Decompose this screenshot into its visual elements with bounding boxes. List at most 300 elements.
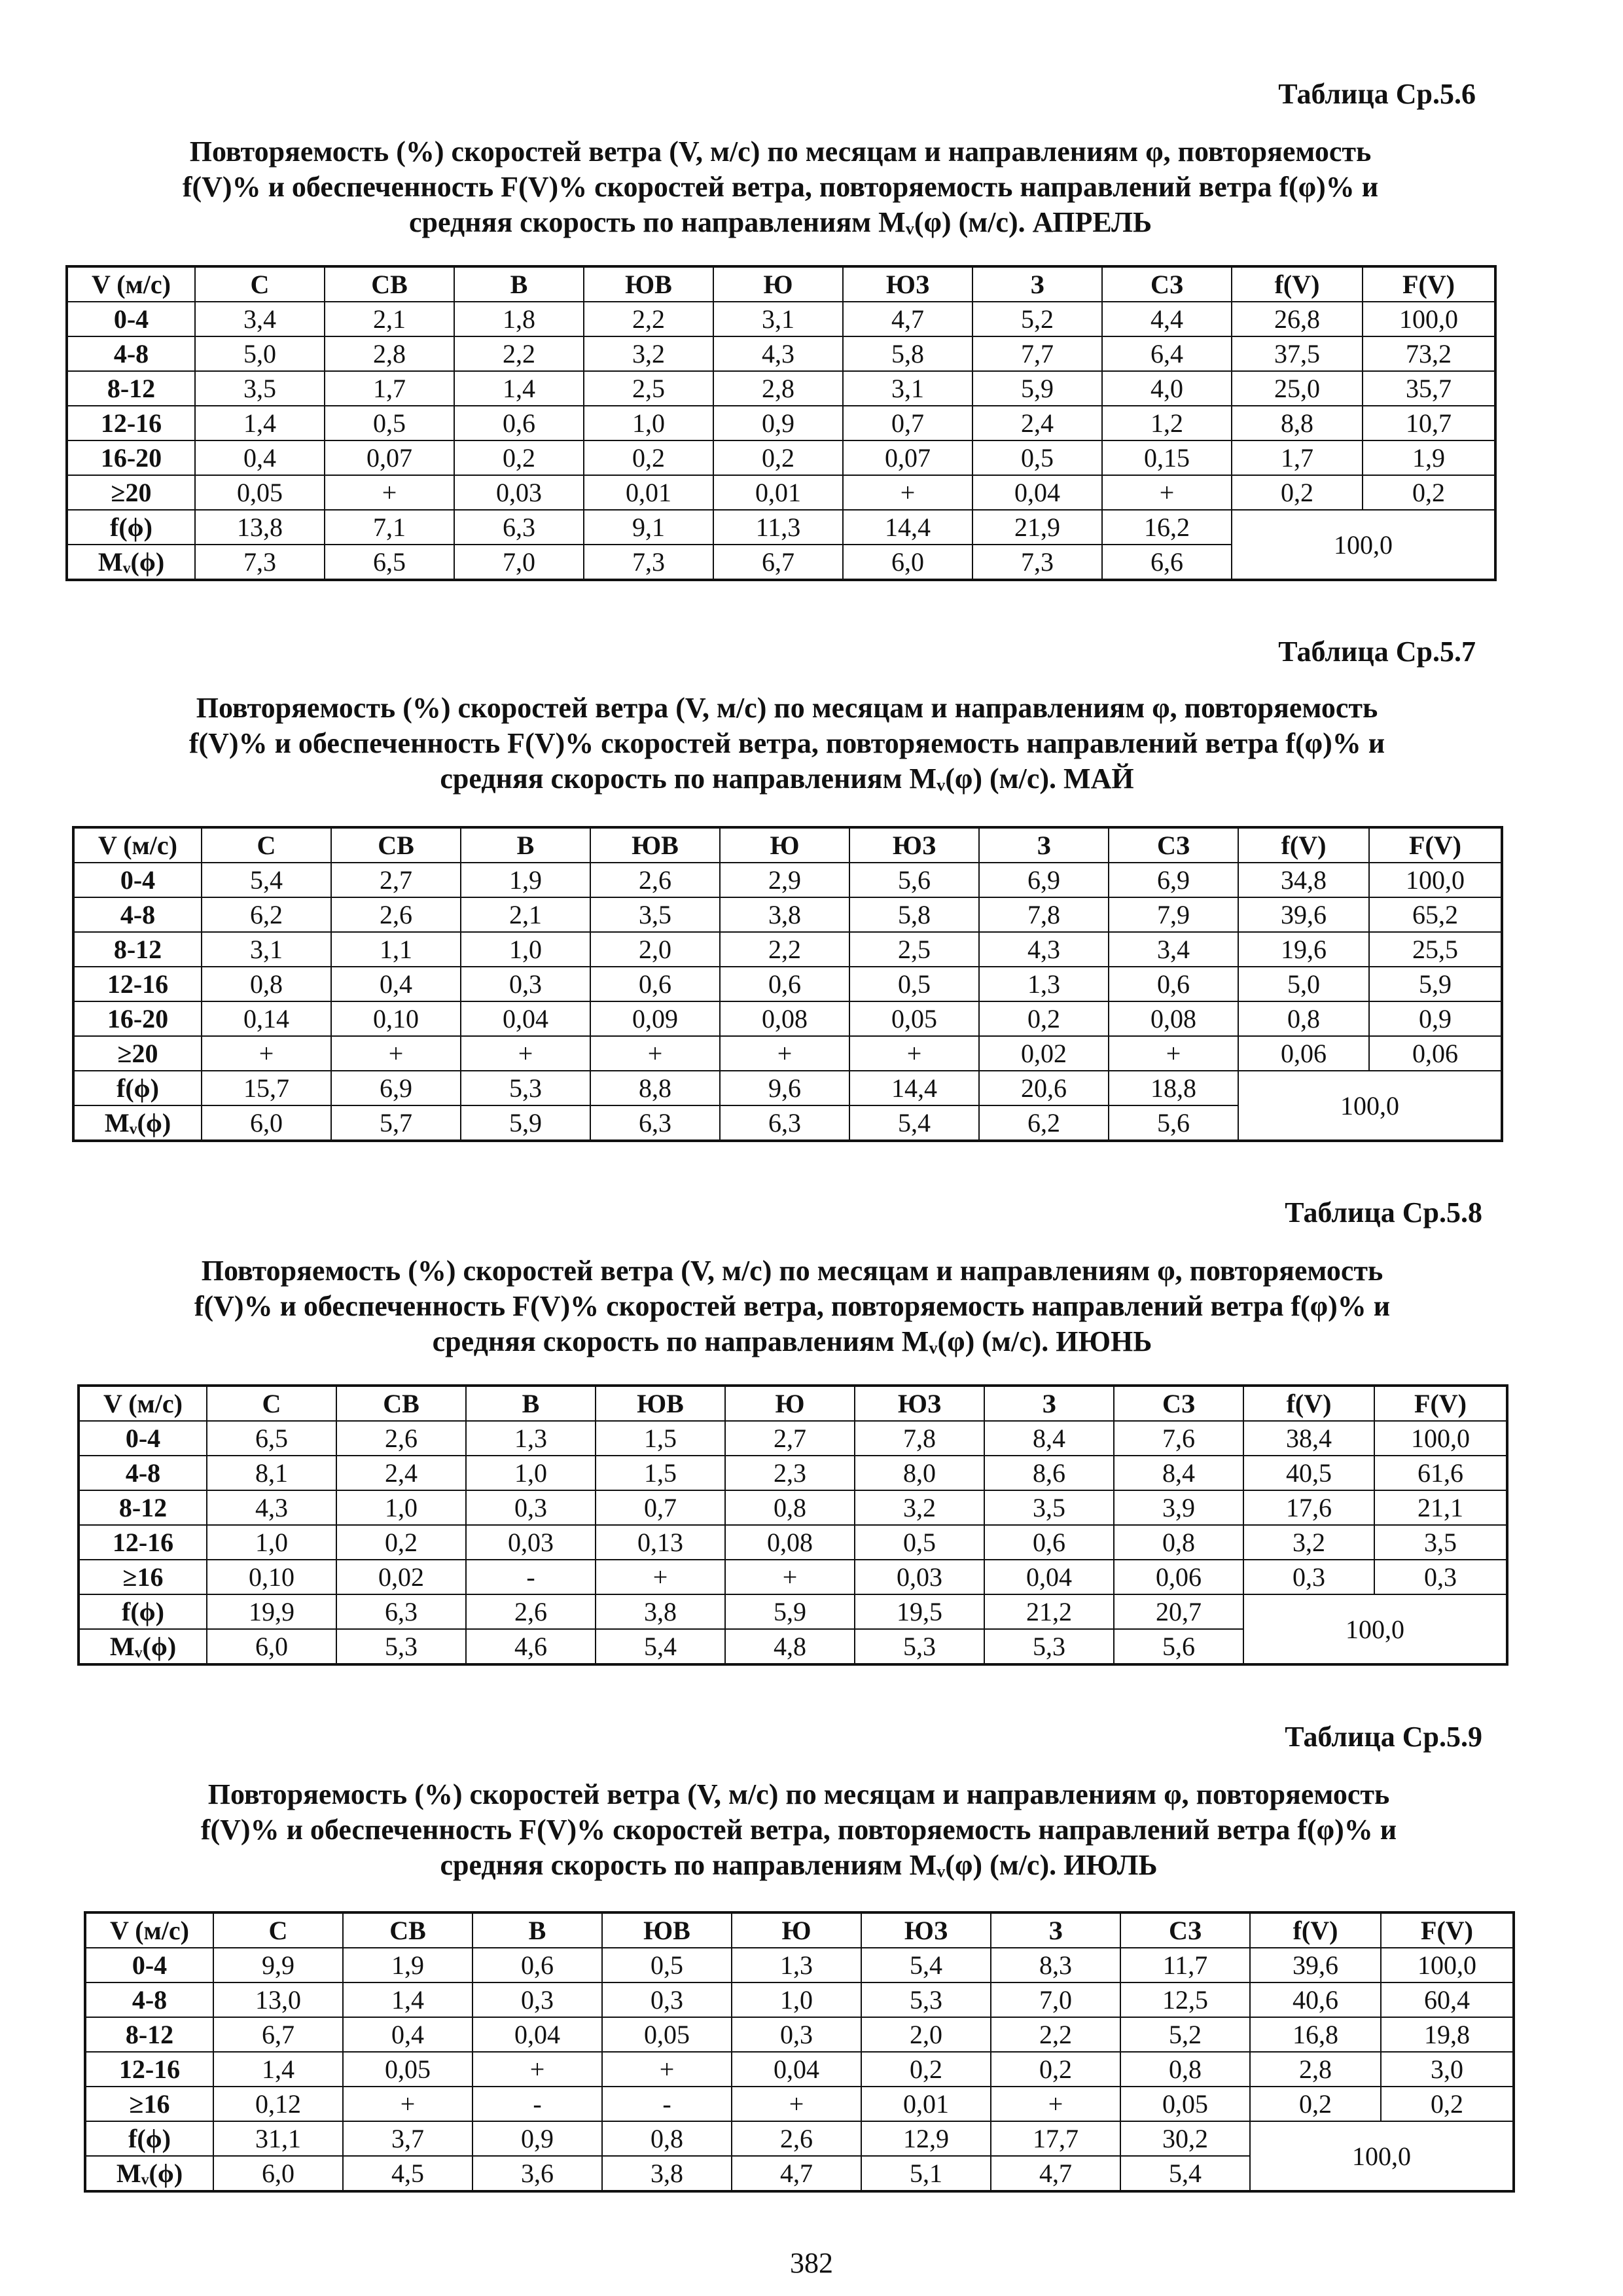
table-cell: - bbox=[602, 2087, 732, 2121]
table-cell: 8,1 bbox=[207, 1456, 336, 1490]
table-cell: + bbox=[325, 475, 454, 510]
table-cell: + bbox=[1102, 475, 1232, 510]
column-header: В bbox=[454, 266, 584, 302]
table-row bbox=[67, 475, 1495, 510]
table-cell: 0,03 bbox=[454, 475, 584, 510]
table-cell: 39,6 bbox=[1250, 1948, 1381, 1982]
table-cell: 8,4 bbox=[1114, 1456, 1243, 1490]
table-cell: 1,9 bbox=[1363, 440, 1495, 475]
row-header: Mᵥ(ϕ) bbox=[85, 2156, 213, 2191]
table-cell: 9,1 bbox=[584, 510, 713, 545]
table-cell: 0,06 bbox=[1114, 1560, 1243, 1594]
table-cell: 6,6 bbox=[1102, 545, 1232, 580]
table-cell: 2,2 bbox=[584, 302, 713, 336]
column-header: З bbox=[984, 1386, 1114, 1421]
table-cell: + bbox=[991, 2087, 1120, 2121]
table-cell: 20,7 bbox=[1114, 1594, 1243, 1629]
table-cell: 0,4 bbox=[343, 2017, 473, 2052]
table-caption bbox=[52, 134, 1508, 240]
table-cell: 1,1 bbox=[331, 932, 461, 967]
column-header: V (м/с) bbox=[79, 1386, 207, 1421]
row-header: 8-12 bbox=[85, 2017, 213, 2052]
caption-line: Повторяемость (%) скоростей ветра (V, м/с) по месяцам и направлениям φ, повторяемость bbox=[196, 692, 1378, 724]
row-header: 8-12 bbox=[79, 1490, 207, 1525]
table-cell: 5,9 bbox=[725, 1594, 855, 1629]
table-cell: 0,05 bbox=[602, 2017, 732, 2052]
column-header: ЮВ bbox=[602, 1912, 732, 1948]
table-cell: 8,8 bbox=[1232, 406, 1363, 440]
table-cell: + bbox=[725, 1560, 855, 1594]
table-number: Таблица Ср.5.7 bbox=[1278, 636, 1476, 668]
table-cell: 2,4 bbox=[336, 1456, 466, 1490]
header-row bbox=[85, 1912, 1514, 1948]
table-cell: 17,6 bbox=[1243, 1490, 1374, 1525]
table-cell: 0,06 bbox=[1238, 1036, 1369, 1071]
table-cell: 0,6 bbox=[454, 406, 584, 440]
row-header: 8-12 bbox=[73, 932, 202, 967]
table-cell: 5,3 bbox=[855, 1629, 984, 1664]
table-cell: 0,5 bbox=[855, 1525, 984, 1560]
table-cell: 10,7 bbox=[1363, 406, 1495, 440]
table-cell: 25,5 bbox=[1369, 932, 1502, 967]
table-cell: 0,01 bbox=[861, 2087, 991, 2121]
table-cell: 2,3 bbox=[725, 1456, 855, 1490]
table-cell: 1,2 bbox=[1102, 406, 1232, 440]
table-cell: 0,8 bbox=[1120, 2052, 1250, 2087]
table-cell: 39,6 bbox=[1238, 897, 1369, 932]
row-header: 4-8 bbox=[85, 1982, 213, 2017]
table-cell: 7,8 bbox=[979, 897, 1109, 932]
table-cell: 6,0 bbox=[207, 1629, 336, 1664]
table-row bbox=[67, 406, 1495, 440]
table-cell: 0,3 bbox=[473, 1982, 602, 2017]
column-header: Ю bbox=[725, 1386, 855, 1421]
table-cell: 0,13 bbox=[596, 1525, 725, 1560]
table-cell: 1,5 bbox=[596, 1456, 725, 1490]
table-cell: 0,06 bbox=[1369, 1036, 1502, 1071]
table-cell: 0,4 bbox=[331, 967, 461, 1001]
caption-line: f(V)% и обеспеченность F(V)% скоростей ветра, повторяемость направлений ветра f(φ)% и bbox=[194, 1290, 1391, 1322]
table-cell: 6,3 bbox=[454, 510, 584, 545]
caption-line: f(V)% и обеспеченность F(V)% скоростей ветра, повторяемость направлений ветра f(φ)% и bbox=[188, 727, 1385, 759]
direction-frequency-row bbox=[73, 1071, 1502, 1105]
table-cell: + bbox=[461, 1036, 590, 1071]
column-header: ЮВ bbox=[584, 266, 713, 302]
table-cell: 100,0 bbox=[1369, 863, 1502, 897]
caption-line: Повторяемость (%) скоростей ветра (V, м/с) по месяцам и направлениям φ, повторяемость bbox=[207, 1778, 1390, 1810]
column-header: ЮЗ bbox=[849, 827, 979, 863]
table-cell: 4,0 bbox=[1102, 371, 1232, 406]
table-cell: + bbox=[843, 475, 972, 510]
column-header: F(V) bbox=[1381, 1912, 1514, 1948]
table-cell: 2,7 bbox=[331, 863, 461, 897]
table-cell: 3,1 bbox=[202, 932, 331, 967]
table-cell: - bbox=[466, 1560, 596, 1594]
table-cell: 4,7 bbox=[991, 2156, 1120, 2191]
table-cell: 8,6 bbox=[984, 1456, 1114, 1490]
table-cell: 0,5 bbox=[325, 406, 454, 440]
table-cell: 4,3 bbox=[207, 1490, 336, 1525]
table-cell: 0,04 bbox=[732, 2052, 861, 2087]
row-header: 8-12 bbox=[67, 371, 195, 406]
table-cell: 5,6 bbox=[1114, 1629, 1243, 1664]
table-cell: 3,2 bbox=[584, 336, 713, 371]
table-cell: 0,3 bbox=[1374, 1560, 1507, 1594]
table-cell: 2,2 bbox=[991, 2017, 1120, 2052]
table-cell: 6,3 bbox=[336, 1594, 466, 1629]
table-cell: 0,2 bbox=[1363, 475, 1495, 510]
column-header: Ю bbox=[720, 827, 849, 863]
table-cell: 60,4 bbox=[1381, 1982, 1514, 2017]
caption-line: Повторяемость (%) скоростей ветра (V, м/с) по месяцам и направлениям φ, повторяемость bbox=[189, 135, 1372, 168]
column-header: V (м/с) bbox=[67, 266, 195, 302]
table-cell: 3,1 bbox=[843, 371, 972, 406]
column-header: Ю bbox=[732, 1912, 861, 1948]
column-header: СЗ bbox=[1102, 266, 1232, 302]
table-cell: 5,2 bbox=[972, 302, 1102, 336]
table-cell: 7,3 bbox=[584, 545, 713, 580]
table-cell: 19,9 bbox=[207, 1594, 336, 1629]
table-cell: 3,2 bbox=[855, 1490, 984, 1525]
table-cell: + bbox=[343, 2087, 473, 2121]
table-cell: 2,6 bbox=[590, 863, 720, 897]
column-header: V (м/с) bbox=[73, 827, 202, 863]
column-header: З bbox=[979, 827, 1109, 863]
column-header: С bbox=[207, 1386, 336, 1421]
table-cell: 7,0 bbox=[454, 545, 584, 580]
table-cell: 4,6 bbox=[466, 1629, 596, 1664]
table-cell: 26,8 bbox=[1232, 302, 1363, 336]
table-cell: 0,07 bbox=[843, 440, 972, 475]
table-cell: 0,5 bbox=[602, 1948, 732, 1982]
table-cell: 1,0 bbox=[732, 1982, 861, 2017]
table-cell: 3,2 bbox=[1243, 1525, 1374, 1560]
table-cell: 8,3 bbox=[991, 1948, 1120, 1982]
table-row bbox=[73, 967, 1502, 1001]
table-cell: 0,04 bbox=[473, 2017, 602, 2052]
table-number: Таблица Ср.5.9 bbox=[1285, 1721, 1482, 1753]
table-cell: 7,0 bbox=[991, 1982, 1120, 2017]
caption-line: средняя скорость по направлениям Mᵥ(φ) (м/с). МАЙ bbox=[440, 762, 1134, 795]
row-header: 12-16 bbox=[85, 2052, 213, 2087]
table-cell: 3,5 bbox=[984, 1490, 1114, 1525]
row-header: f(ϕ) bbox=[85, 2121, 213, 2156]
row-header: 16-20 bbox=[73, 1001, 202, 1036]
table-cell: 0,2 bbox=[584, 440, 713, 475]
table-cell: 5,9 bbox=[461, 1105, 590, 1141]
table-cell: 0,8 bbox=[1114, 1525, 1243, 1560]
table-cell: 9,6 bbox=[720, 1071, 849, 1105]
table-row bbox=[85, 1948, 1514, 1982]
table-cell: 0,5 bbox=[972, 440, 1102, 475]
table-row bbox=[67, 302, 1495, 336]
row-header: 0-4 bbox=[67, 302, 195, 336]
table-cell: 5,8 bbox=[843, 336, 972, 371]
table-cell: 0,8 bbox=[202, 967, 331, 1001]
caption-line: средняя скорость по направлениям Mᵥ(φ) (м/с). ИЮЛЬ bbox=[440, 1849, 1158, 1881]
table-cell: 0,10 bbox=[331, 1001, 461, 1036]
table-cell: + bbox=[590, 1036, 720, 1071]
table-cell: 3,8 bbox=[720, 897, 849, 932]
table-cell: + bbox=[849, 1036, 979, 1071]
column-header: В bbox=[466, 1386, 596, 1421]
table-cell: 7,7 bbox=[972, 336, 1102, 371]
table-cell: 2,8 bbox=[713, 371, 843, 406]
row-header: Mᵥ(ϕ) bbox=[73, 1105, 202, 1141]
table-row bbox=[73, 1001, 1502, 1036]
table-row bbox=[73, 932, 1502, 967]
table-cell: 5,7 bbox=[331, 1105, 461, 1141]
table-cell: 3,4 bbox=[1109, 932, 1238, 967]
table-cell: 0,6 bbox=[984, 1525, 1114, 1560]
table-cell: 6,2 bbox=[979, 1105, 1109, 1141]
table-cell: 73,2 bbox=[1363, 336, 1495, 371]
column-header: f(V) bbox=[1232, 266, 1363, 302]
table-cell: 37,5 bbox=[1232, 336, 1363, 371]
table-caption bbox=[71, 1777, 1527, 1883]
table-cell: 31,1 bbox=[213, 2121, 343, 2156]
table-cell: 5,9 bbox=[1369, 967, 1502, 1001]
table-cell: 5,4 bbox=[849, 1105, 979, 1141]
table-cell: 0,9 bbox=[713, 406, 843, 440]
table-cell: 3,5 bbox=[590, 897, 720, 932]
row-header: f(ϕ) bbox=[67, 510, 195, 545]
table-cell: 3,4 bbox=[195, 302, 325, 336]
table-cell: 5,6 bbox=[849, 863, 979, 897]
column-header: З bbox=[991, 1912, 1120, 1948]
table-cell: 7,8 bbox=[855, 1421, 984, 1456]
direction-frequency-row bbox=[85, 2121, 1514, 2156]
column-header: СВ bbox=[336, 1386, 466, 1421]
column-header: f(V) bbox=[1243, 1386, 1374, 1421]
table-row bbox=[79, 1490, 1507, 1525]
table-cell: 19,6 bbox=[1238, 932, 1369, 967]
table-cell: 18,8 bbox=[1109, 1071, 1238, 1105]
table-cell: 6,9 bbox=[979, 863, 1109, 897]
table-cell: 2,6 bbox=[732, 2121, 861, 2156]
table-cell: 4,8 bbox=[725, 1629, 855, 1664]
page-number: 382 bbox=[790, 2247, 833, 2279]
column-header: V (м/с) bbox=[85, 1912, 213, 1948]
column-header: F(V) bbox=[1369, 827, 1502, 863]
table-cell: 0,3 bbox=[466, 1490, 596, 1525]
row-header: ≥16 bbox=[85, 2087, 213, 2121]
table-cell: 21,9 bbox=[972, 510, 1102, 545]
total-cell: 100,0 bbox=[1243, 1594, 1507, 1664]
column-header: F(V) bbox=[1363, 266, 1495, 302]
table-cell: 6,5 bbox=[325, 545, 454, 580]
table-cell: 3,6 bbox=[473, 2156, 602, 2191]
row-header: 12-16 bbox=[67, 406, 195, 440]
table-cell: 0,3 bbox=[732, 2017, 861, 2052]
column-header: f(V) bbox=[1238, 827, 1369, 863]
table-cell: 0,05 bbox=[343, 2052, 473, 2087]
wind-table bbox=[72, 826, 1503, 1142]
table-cell: 16,2 bbox=[1102, 510, 1232, 545]
table-cell: 30,2 bbox=[1120, 2121, 1250, 2156]
table-cell: + bbox=[720, 1036, 849, 1071]
table-cell: 7,3 bbox=[195, 545, 325, 580]
table-cell: 11,7 bbox=[1120, 1948, 1250, 1982]
total-cell: 100,0 bbox=[1238, 1071, 1502, 1141]
table-cell: 0,01 bbox=[713, 475, 843, 510]
table-cell: 19,5 bbox=[855, 1594, 984, 1629]
table-cell: 14,4 bbox=[843, 510, 972, 545]
column-header: ЮЗ bbox=[861, 1912, 991, 1948]
table-cell: 3,8 bbox=[596, 1594, 725, 1629]
table-cell: 2,2 bbox=[720, 932, 849, 967]
table-cell: 3,5 bbox=[1374, 1525, 1507, 1560]
table-caption bbox=[59, 691, 1515, 797]
table-cell: 1,7 bbox=[325, 371, 454, 406]
table-cell: 3,7 bbox=[343, 2121, 473, 2156]
table-cell: 1,4 bbox=[213, 2052, 343, 2087]
table-cell: 0,2 bbox=[1232, 475, 1363, 510]
table-cell: 2,5 bbox=[849, 932, 979, 967]
table-cell: 1,4 bbox=[454, 371, 584, 406]
wind-table bbox=[77, 1384, 1508, 1666]
table-cell: 7,3 bbox=[972, 545, 1102, 580]
table-cell: 6,0 bbox=[202, 1105, 331, 1141]
column-header: СВ bbox=[331, 827, 461, 863]
table-cell: 0,3 bbox=[602, 1982, 732, 2017]
table-cell: 2,6 bbox=[336, 1421, 466, 1456]
table-cell: 0,05 bbox=[849, 1001, 979, 1036]
row-header: Mᵥ(ϕ) bbox=[79, 1629, 207, 1664]
table-cell: 0,3 bbox=[1243, 1560, 1374, 1594]
table-cell: 0,2 bbox=[1250, 2087, 1381, 2121]
table-cell: 0,4 bbox=[195, 440, 325, 475]
table-cell: 1,9 bbox=[343, 1948, 473, 1982]
column-header: ЮВ bbox=[590, 827, 720, 863]
table-cell: 5,1 bbox=[861, 2156, 991, 2191]
table-cell: 5,2 bbox=[1120, 2017, 1250, 2052]
table-cell: 16,8 bbox=[1250, 2017, 1381, 2052]
table-cell: 1,7 bbox=[1232, 440, 1363, 475]
column-header: СЗ bbox=[1109, 827, 1238, 863]
header-row bbox=[73, 827, 1502, 863]
table-cell: 0,8 bbox=[725, 1490, 855, 1525]
table-cell: 4,7 bbox=[732, 2156, 861, 2191]
table-cell: 6,9 bbox=[331, 1071, 461, 1105]
table-cell: 3,1 bbox=[713, 302, 843, 336]
table-cell: 0,05 bbox=[1120, 2087, 1250, 2121]
table-cell: 0,02 bbox=[979, 1036, 1109, 1071]
table-row bbox=[85, 2052, 1514, 2087]
total-cell: 100,0 bbox=[1250, 2121, 1514, 2191]
total-cell: 100,0 bbox=[1232, 510, 1495, 580]
column-header: СЗ bbox=[1120, 1912, 1250, 1948]
table-cell: 0,03 bbox=[466, 1525, 596, 1560]
table-cell: 2,5 bbox=[584, 371, 713, 406]
table-cell: 0,09 bbox=[590, 1001, 720, 1036]
table-cell: 5,3 bbox=[461, 1071, 590, 1105]
table-cell: 0,03 bbox=[855, 1560, 984, 1594]
table-cell: 0,3 bbox=[461, 967, 590, 1001]
column-header: F(V) bbox=[1374, 1386, 1507, 1421]
table-cell: 0,6 bbox=[473, 1948, 602, 1982]
row-header: 0-4 bbox=[85, 1948, 213, 1982]
table-row bbox=[67, 336, 1495, 371]
table-cell: 1,0 bbox=[461, 932, 590, 967]
table-row bbox=[79, 1456, 1507, 1490]
caption-line: средняя скорость по направлениям Mᵥ(φ) (м/с). АПРЕЛЬ bbox=[408, 206, 1152, 238]
table-cell: + bbox=[473, 2052, 602, 2087]
table-cell: 0,9 bbox=[473, 2121, 602, 2156]
table-cell: 0,15 bbox=[1102, 440, 1232, 475]
table-cell: 1,0 bbox=[207, 1525, 336, 1560]
table-cell: 5,4 bbox=[861, 1948, 991, 1982]
table-cell: 1,4 bbox=[195, 406, 325, 440]
table-cell: 0,6 bbox=[720, 967, 849, 1001]
table-cell: 1,0 bbox=[466, 1456, 596, 1490]
table-cell: 14,4 bbox=[849, 1071, 979, 1105]
column-header: ЮЗ bbox=[843, 266, 972, 302]
table-cell: 8,0 bbox=[855, 1456, 984, 1490]
table-cell: 100,0 bbox=[1381, 1948, 1514, 1982]
table-cell: 3,5 bbox=[195, 371, 325, 406]
table-cell: 38,4 bbox=[1243, 1421, 1374, 1456]
row-header: Mᵥ(ϕ) bbox=[67, 545, 195, 580]
column-header: ЮЗ bbox=[855, 1386, 984, 1421]
table-cell: 1,4 bbox=[343, 1982, 473, 2017]
row-header: f(ϕ) bbox=[79, 1594, 207, 1629]
row-header: 4-8 bbox=[67, 336, 195, 371]
header-row bbox=[67, 266, 1495, 302]
table-cell: - bbox=[473, 2087, 602, 2121]
table-cell: 6,0 bbox=[843, 545, 972, 580]
row-header: 16-20 bbox=[67, 440, 195, 475]
row-header: ≥16 bbox=[79, 1560, 207, 1594]
table-cell: 5,3 bbox=[861, 1982, 991, 2017]
table-cell: 5,0 bbox=[1238, 967, 1369, 1001]
table-row bbox=[73, 1036, 1502, 1071]
column-header: ЮВ bbox=[596, 1386, 725, 1421]
table-cell: 0,9 bbox=[1369, 1001, 1502, 1036]
table-cell: 0,01 bbox=[584, 475, 713, 510]
column-header: В bbox=[473, 1912, 602, 1948]
table-row bbox=[85, 2087, 1514, 2121]
column-header: В bbox=[461, 827, 590, 863]
table-row bbox=[85, 2017, 1514, 2052]
table-cell: 2,8 bbox=[1250, 2052, 1381, 2087]
table-cell: 0,05 bbox=[195, 475, 325, 510]
table-cell: 0,02 bbox=[336, 1560, 466, 1594]
table-cell: 0,10 bbox=[207, 1560, 336, 1594]
table-cell: 5,4 bbox=[202, 863, 331, 897]
table-cell: 1,8 bbox=[454, 302, 584, 336]
column-header: СВ bbox=[325, 266, 454, 302]
table-cell: 6,0 bbox=[213, 2156, 343, 2191]
table-cell: 5,9 bbox=[972, 371, 1102, 406]
table-cell: 21,1 bbox=[1374, 1490, 1507, 1525]
table-cell: 2,1 bbox=[325, 302, 454, 336]
table-row bbox=[85, 1982, 1514, 2017]
column-header: СЗ bbox=[1114, 1386, 1243, 1421]
row-header: 0-4 bbox=[73, 863, 202, 897]
table-number: Таблица Ср.5.8 bbox=[1285, 1196, 1482, 1229]
table-cell: + bbox=[1109, 1036, 1238, 1071]
table-cell: 40,5 bbox=[1243, 1456, 1374, 1490]
table-cell: 0,2 bbox=[336, 1525, 466, 1560]
table-cell: 9,9 bbox=[213, 1948, 343, 1982]
table-cell: 40,6 bbox=[1250, 1982, 1381, 2017]
table-cell: 3,8 bbox=[602, 2156, 732, 2191]
table-row bbox=[67, 440, 1495, 475]
table-cell: 2,2 bbox=[454, 336, 584, 371]
wind-table bbox=[65, 265, 1497, 581]
table-cell: 61,6 bbox=[1374, 1456, 1507, 1490]
